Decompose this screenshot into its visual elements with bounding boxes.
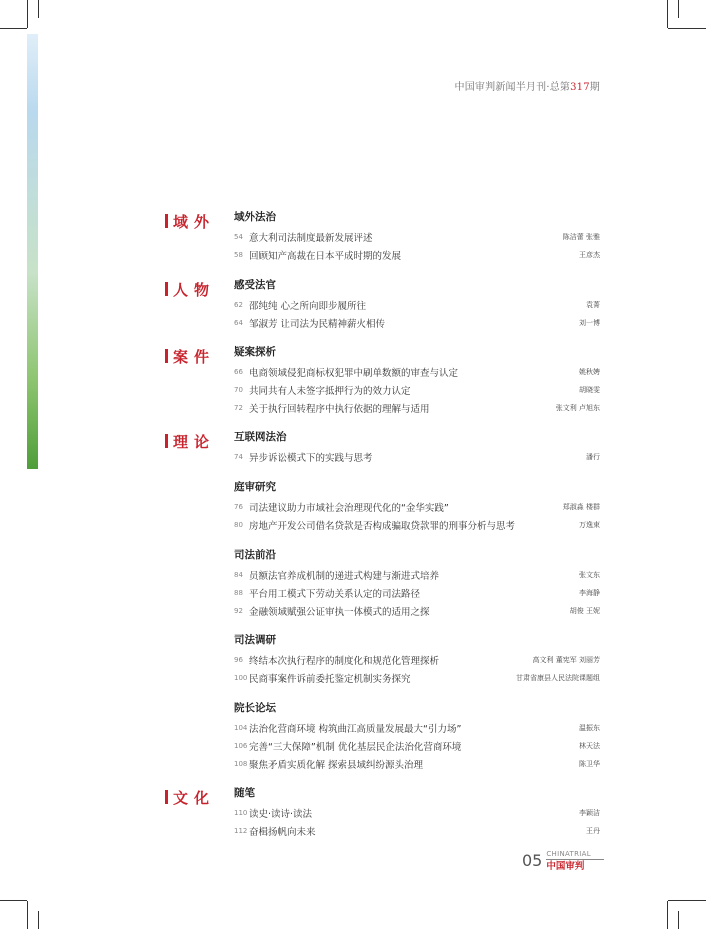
category-label: 人物 xyxy=(165,279,215,300)
page-number: 100 xyxy=(234,674,248,682)
section-title: 互联网法治 xyxy=(234,431,287,443)
toc-entry[interactable] xyxy=(234,296,600,314)
article-title: 民商事案件诉前委托鉴定机制实务探究 xyxy=(249,674,411,685)
page-number: 54 xyxy=(234,233,243,241)
folio-page-number: 05 xyxy=(522,850,543,870)
crop-mark xyxy=(27,0,28,28)
section-title: 感受法官 xyxy=(234,279,276,291)
decorative-gradient-bar xyxy=(27,34,38,469)
article-author: 陈卫华 xyxy=(579,760,600,768)
section-title: 司法调研 xyxy=(234,634,276,646)
article-title: 司法建议助力市域社会治理现代化的“金华实践” xyxy=(249,503,449,514)
toc-entry[interactable] xyxy=(234,602,600,620)
article-author: 张文利 卢旭东 xyxy=(555,404,600,412)
article-author: 陈洁蕾 张雅 xyxy=(562,233,600,241)
toc-entry[interactable] xyxy=(234,669,600,687)
page-number: 106 xyxy=(234,742,248,750)
article-author: 万逸束 xyxy=(579,521,600,529)
article-author: 王彦杰 xyxy=(579,251,600,259)
section-title: 院长论坛 xyxy=(234,702,276,714)
page-number: 110 xyxy=(234,809,248,817)
page-number: 76 xyxy=(234,503,243,511)
article-author: 高文利 董宪军 刘丽芳 xyxy=(532,656,600,664)
article-title: 共同共有人未签字抵押行为的效力认定 xyxy=(249,386,411,397)
page-number: 72 xyxy=(234,404,243,412)
page-number: 104 xyxy=(234,724,248,732)
crop-mark xyxy=(678,911,679,929)
toc-section xyxy=(234,480,600,534)
article-title: 读史·读诗·读法 xyxy=(249,809,313,820)
page-number: 70 xyxy=(234,386,243,394)
journal-name: 中国审判新闻半月刊·总第 xyxy=(454,82,571,93)
page-number: 112 xyxy=(234,827,248,835)
toc-section xyxy=(234,210,600,264)
article-author: 袁菁 xyxy=(586,301,600,309)
article-author: 李颖洁 xyxy=(579,809,600,817)
article-title: 电商领域侵犯商标权犯罪中刷单数额的审查与认定 xyxy=(249,368,459,379)
toc-entry[interactable] xyxy=(234,804,600,822)
category-label: 理论 xyxy=(165,431,215,452)
toc-section xyxy=(234,345,600,417)
toc-entry[interactable] xyxy=(234,246,600,264)
section-title: 疑案探析 xyxy=(234,346,276,358)
article-author: 张文东 xyxy=(579,571,600,579)
article-title: 关于执行回转程序中执行依据的理解与适用 xyxy=(249,404,430,415)
article-author: 林天法 xyxy=(579,742,600,750)
toc-section xyxy=(234,430,600,466)
page-number: 92 xyxy=(234,607,243,615)
article-title: 员额法官养成机制的递进式构建与渐进式培养 xyxy=(249,571,440,582)
toc-entry[interactable] xyxy=(234,584,600,602)
crop-mark xyxy=(668,900,706,901)
article-title: 房地产开发公司借名贷款是否构成骗取贷款罪的刑事分析与思考 xyxy=(249,521,516,532)
toc-section xyxy=(234,701,600,773)
toc-section xyxy=(234,278,600,332)
article-author: 李海静 xyxy=(579,589,600,597)
crop-mark xyxy=(668,28,706,29)
section-title: 域外法治 xyxy=(234,211,276,223)
article-author: 温振东 xyxy=(579,724,600,732)
article-author: 王丹 xyxy=(586,827,600,835)
section-title: 司法前沿 xyxy=(234,549,276,561)
toc-section xyxy=(234,633,600,687)
page-number: 96 xyxy=(234,656,243,664)
section-title: 随笔 xyxy=(234,787,255,799)
article-author: 胡晓雯 xyxy=(579,386,600,394)
toc-entry[interactable] xyxy=(234,399,600,417)
category-label: 文化 xyxy=(165,787,215,808)
page-footer xyxy=(522,850,604,870)
article-title: 邵纯纯 心之所向即步履所往 xyxy=(249,301,367,312)
crop-mark xyxy=(38,911,39,929)
page-number: 66 xyxy=(234,368,243,376)
toc-section xyxy=(234,548,600,620)
article-title: 法治化营商环境 构筑曲江高质量发展最大“引力场” xyxy=(249,724,462,735)
article-author: 郑淑淼 楼群 xyxy=(562,503,600,511)
article-author: 姚秋娉 xyxy=(579,368,600,376)
toc-entry[interactable] xyxy=(234,448,600,466)
category-label: 案件 xyxy=(165,346,215,367)
article-author: 刘一博 xyxy=(579,319,600,327)
page-number: 84 xyxy=(234,571,243,579)
crop-mark xyxy=(667,0,668,28)
running-header xyxy=(455,78,600,93)
crop-mark xyxy=(0,28,27,29)
crop-mark xyxy=(27,901,28,929)
article-title: 聚焦矛盾实质化解 探索县域纠纷源头治理 xyxy=(249,760,424,771)
section-title: 庭审研究 xyxy=(234,481,276,493)
crop-mark xyxy=(0,900,27,901)
page-number: 74 xyxy=(234,453,243,461)
toc-entry[interactable] xyxy=(234,363,600,381)
article-title: 意大利司法制度最新发展评述 xyxy=(249,233,373,244)
article-author: 甘肃省康县人民法院课题组 xyxy=(516,674,600,682)
page-number: 80 xyxy=(234,521,243,529)
article-author: 胡俊 王妮 xyxy=(569,607,600,615)
page-number: 108 xyxy=(234,760,248,768)
toc-entry[interactable] xyxy=(234,381,600,399)
article-title: 金融领域赋强公证审执一体模式的适用之探 xyxy=(249,607,430,618)
toc-entry[interactable] xyxy=(234,755,600,773)
page-number: 88 xyxy=(234,589,243,597)
article-title: 异步诉讼模式下的实践与思考 xyxy=(249,453,373,464)
toc-entry[interactable] xyxy=(234,498,600,516)
article-title: 奋楫扬帆向未来 xyxy=(249,827,316,838)
toc-entry[interactable] xyxy=(234,314,600,332)
page-number: 58 xyxy=(234,251,243,259)
article-title: 邹淑芳 让司法为民精神薪火相传 xyxy=(249,319,386,330)
journal-logo xyxy=(546,850,604,870)
article-title: 回顾知产高裁在日本平成时期的发展 xyxy=(249,251,402,262)
article-author: 潘行 xyxy=(586,453,600,461)
toc-entry[interactable] xyxy=(234,651,600,669)
article-title: 完善“三大保障”机制 优化基层民企法治化营商环境 xyxy=(249,742,462,753)
category-label: 域外 xyxy=(165,211,215,232)
issue-number: 317 xyxy=(570,82,590,93)
toc-entry[interactable] xyxy=(234,566,600,584)
page-number: 64 xyxy=(234,319,243,327)
toc-entry[interactable] xyxy=(234,737,600,755)
article-title: 终结本次执行程序的制度化和规范化管理探析 xyxy=(249,656,440,667)
crop-mark xyxy=(667,901,668,929)
toc-entry[interactable] xyxy=(234,719,600,737)
toc-entry[interactable] xyxy=(234,228,600,246)
logo-chinese: 中国审判 xyxy=(546,861,585,872)
crop-mark xyxy=(38,0,39,18)
crop-mark xyxy=(678,0,679,18)
issue-suffix: 期 xyxy=(589,82,600,93)
logo-english: CHINATRIAL xyxy=(546,850,591,858)
toc-section xyxy=(234,786,600,840)
toc-entry[interactable] xyxy=(234,822,600,840)
toc-entry[interactable] xyxy=(234,516,600,534)
page-number: 62 xyxy=(234,301,243,309)
article-title: 平台用工模式下劳动关系认定的司法路径 xyxy=(249,589,421,600)
